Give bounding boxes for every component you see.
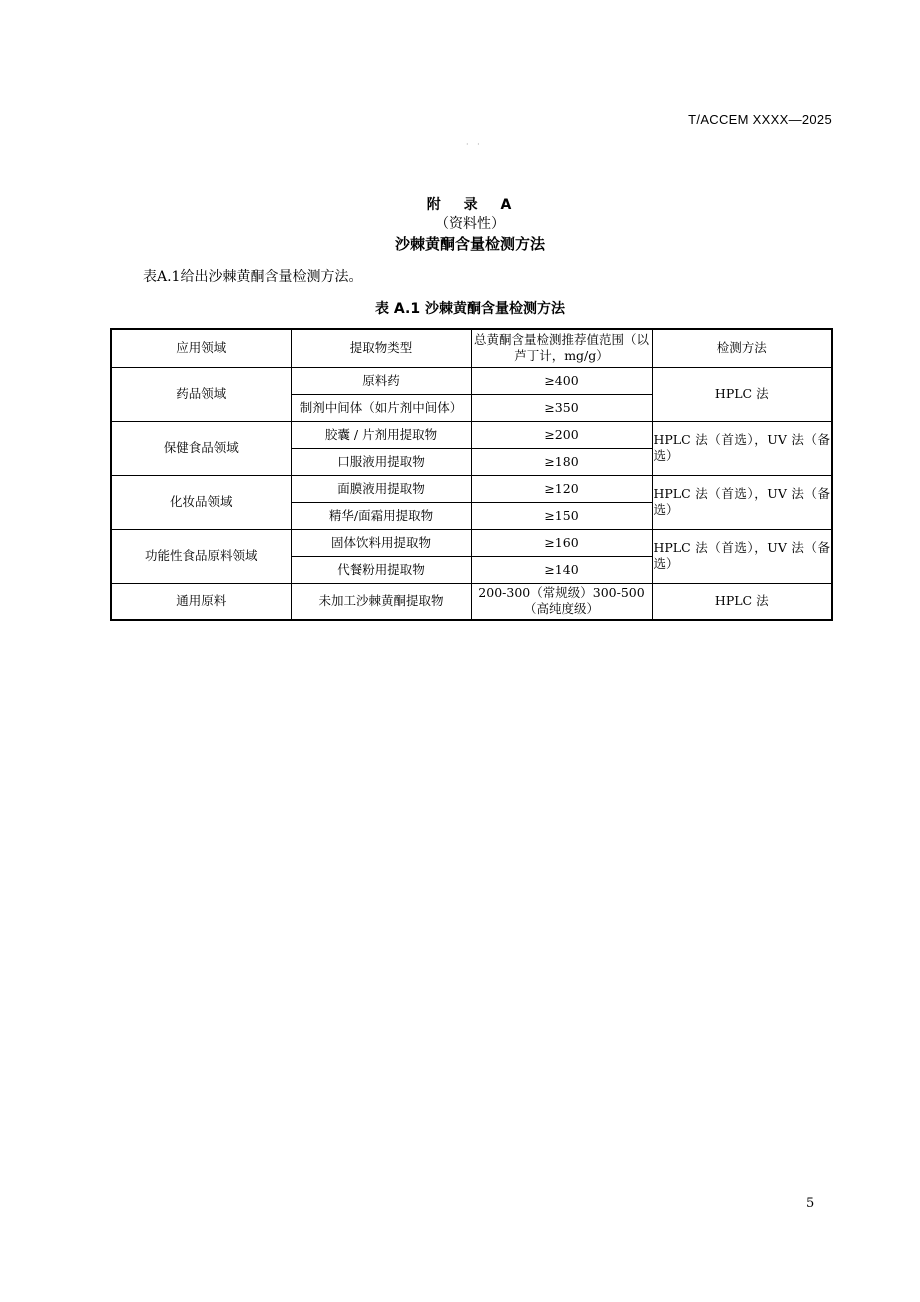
detection-method-table	[110, 328, 833, 621]
appendix-heading	[0, 196, 920, 254]
table-row	[111, 421, 832, 448]
intro-paragraph: 表A.1给出沙棘黄酮含量检测方法。	[143, 269, 363, 285]
method-cell: HPLC 法	[652, 583, 832, 620]
field-cell: 药品领域	[111, 367, 291, 421]
extract-cell: 面膜液用提取物	[291, 475, 471, 502]
table-row	[111, 583, 832, 620]
document-code: T/ACCEM XXXX—2025	[688, 112, 832, 127]
method-cell: HPLC 法（首选），UV 法（备选）	[652, 529, 832, 583]
extract-cell: 原料药	[291, 367, 471, 394]
extract-cell: 代餐粉用提取物	[291, 556, 471, 583]
extract-cell: 口服液用提取物	[291, 448, 471, 475]
value-cell: ≥160	[471, 529, 652, 556]
table-row	[111, 529, 832, 556]
value-cell: ≥400	[471, 367, 652, 394]
value-cell: ≥200	[471, 421, 652, 448]
method-cell: HPLC 法（首选），UV 法（备选）	[652, 421, 832, 475]
header-field: 应用领域	[111, 329, 291, 367]
page-number: 5	[806, 1196, 815, 1211]
table-caption: 表 A.1 沙棘黄酮含量检测方法	[375, 301, 565, 317]
field-cell: 化妆品领域	[111, 475, 291, 529]
appendix-title: 附 录 A	[426, 197, 514, 213]
extract-cell: 制剂中间体（如片剂中间体）	[291, 394, 471, 421]
field-cell: 保健食品领域	[111, 421, 291, 475]
extract-cell: 精华/面霜用提取物	[291, 502, 471, 529]
value-cell: ≥180	[471, 448, 652, 475]
method-cell: HPLC 法（首选），UV 法（备选）	[652, 475, 832, 529]
appendix-name: 沙棘黄酮含量检测方法	[394, 235, 545, 253]
method-cell: HPLC 法	[652, 367, 832, 421]
field-cell: 功能性食品原料领域	[111, 529, 291, 583]
header-method: 检测方法	[652, 329, 832, 367]
extract-cell: 胶囊 / 片剂用提取物	[291, 421, 471, 448]
value-cell: ≥120	[471, 475, 652, 502]
table-row	[111, 367, 832, 394]
header-range: 总黄酮含量检测推荐值范围（以芦丁计，mg/g）	[471, 329, 652, 367]
extract-cell: 固体饮料用提取物	[291, 529, 471, 556]
value-cell: ≥150	[471, 502, 652, 529]
extract-cell: 未加工沙棘黄酮提取物	[291, 583, 471, 620]
value-cell: 200-300（常规级）300-500（高纯度级）	[471, 583, 652, 620]
header-extract-type: 提取物类型	[291, 329, 471, 367]
table-row	[111, 475, 832, 502]
table-header-row	[111, 329, 832, 367]
value-cell: ≥140	[471, 556, 652, 583]
value-cell: ≥350	[471, 394, 652, 421]
field-cell: 通用原料	[111, 583, 291, 620]
appendix-nature: （资料性）	[435, 216, 505, 232]
header-dots: · ·	[466, 140, 483, 149]
